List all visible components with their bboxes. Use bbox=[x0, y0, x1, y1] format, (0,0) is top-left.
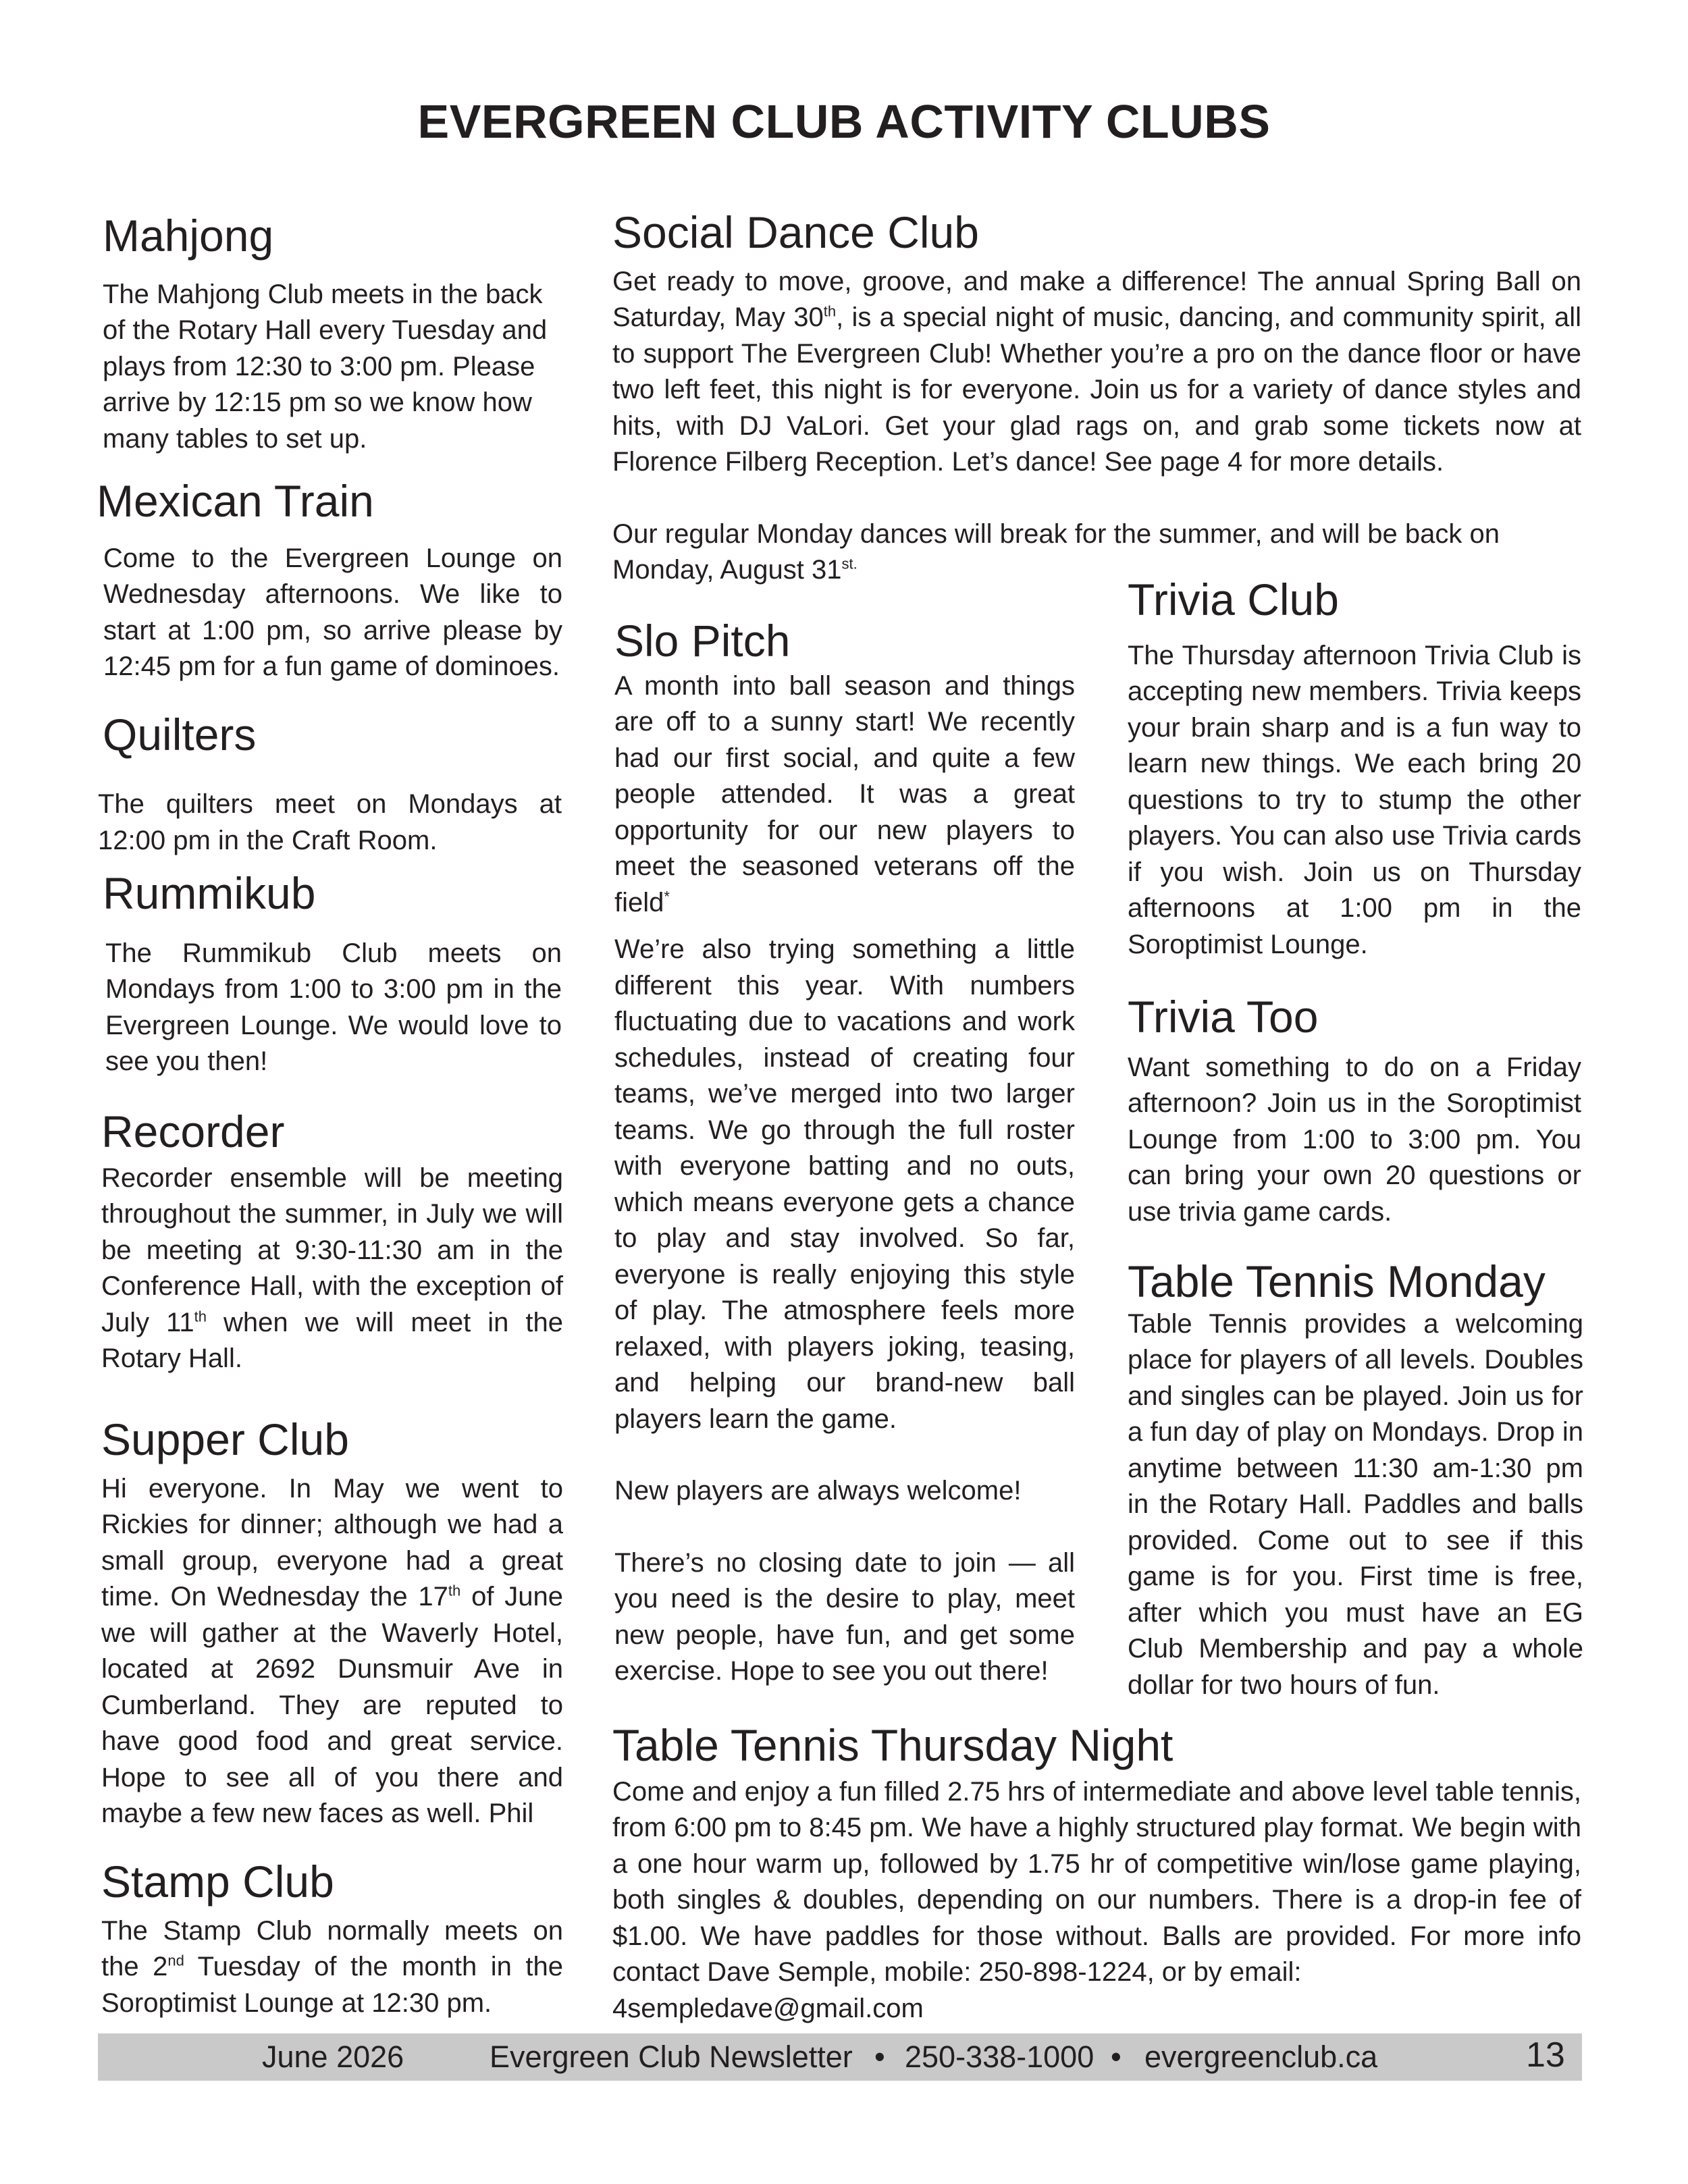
social-dance-text-1: Get ready to move, groove, and make a difference! The annual Spring Ball on Saturday, May 30th, is a special night of music, dancing, and community spirit, all to support The Evergreen Club! Whether you’re a pro on the dance floor or have two left feet, this night is for everyone. Join us for a variety of dance styles and hits, with DJ VaLori. Get your glad rags on, and grab some tickets now at Florence Filberg Reception. Let’s dance! See page 4 for more details. bbox=[612, 266, 1581, 477]
footer-bullet: • bbox=[1111, 2040, 1122, 2074]
page-number: 13 bbox=[1526, 2035, 1565, 2075]
page-footer bbox=[98, 2033, 1582, 2081]
section-slo-pitch bbox=[614, 616, 1075, 1690]
rummikub-heading: Rummikub bbox=[103, 868, 316, 918]
section-trivia-club bbox=[1128, 575, 1581, 963]
contact-email: 4sempledave@gmail.com bbox=[612, 1993, 924, 2023]
footer-website: evergreenclub.ca bbox=[1144, 2040, 1378, 2074]
footer-bullet: • bbox=[874, 2040, 885, 2074]
section-quilters bbox=[103, 710, 562, 760]
table-tennis-monday-heading: Table Tennis Monday bbox=[1128, 1256, 1546, 1306]
table-tennis-thursday-heading: Table Tennis Thursday Night bbox=[612, 1720, 1173, 1770]
social-dance-text-2: Our regular Monday dances will break for the summer, and will be back on Monday, August $31^{st.}$ bbox=[612, 518, 1500, 585]
slo-pitch-text-2: We’re also trying something a little different this year. With numbers fluctuating due to vacations and work schedules, instead of creating four teams, we’ve merged into two larger teams. We go through the full roster with everyone batting and no outs, which means everyone gets a chance to play and stay involved. So far, everyone is really enjoying this style of play. The atmosphere feels more relaxed, with players joking, teasing, and helping our brand-new ball players learn the game. bbox=[614, 934, 1075, 1434]
slo-pitch-text-3: New players are always welcome! bbox=[614, 1476, 1022, 1506]
section-table-tennis-thursday bbox=[612, 1721, 1581, 2027]
footer-phone: 250-338-1000 bbox=[905, 2040, 1094, 2074]
mahjong-heading: Mahjong bbox=[103, 211, 274, 261]
slo-pitch-text-4: There’s no closing date to join — all you need is the desire to play, meet new people, have fun, and get some exercise. Hope to see you out there! bbox=[614, 1547, 1075, 1686]
recorder-heading: Recorder bbox=[101, 1107, 285, 1156]
footer-publication: Evergreen Club Newsletter bbox=[490, 2040, 853, 2074]
trivia-club-text: The Thursday afternoon Trivia Club is accepting new members. Trivia keeps your brain sharp and is a fun way to learn new things. We each bring 20 questions to try to stump the other players. You can also use Trivia cards if you wish. Join us on Thursday afternoons at 1:00 pm in the Soroptimist Lounge. bbox=[1128, 640, 1581, 959]
section-trivia-too bbox=[1128, 992, 1581, 1230]
trivia-too-heading: Trivia Too bbox=[1128, 992, 1319, 1042]
rummikub-text: The Rummikub Club meets on Mondays from 1:00 to 3:00 pm in the Evergreen Lounge. We would love to see you then! bbox=[105, 938, 562, 1077]
supper-club-heading: Supper Club bbox=[101, 1414, 349, 1464]
section-supper-club bbox=[101, 1415, 563, 1832]
recorder-text: Recorder ensemble will be meeting throughout the summer, in July we will be meeting at 9:30-11:30 am in the Conference Hall, with the exception of July 11th when we will meet in the Rotary Hall. bbox=[101, 1163, 563, 1374]
mahjong-text: The Mahjong Club meets in the back of the Rotary Hall every Tuesday and plays from 12:30 to 3:00 pm. Please arrive by 12:15 pm so we know how many tables to set up. bbox=[103, 279, 548, 454]
section-mahjong bbox=[103, 211, 559, 457]
quilters-text: The quilters meet on Mondays at 12:00 pm in the Craft Room. bbox=[98, 789, 562, 855]
stamp-club-text: The Stamp Club normally meets on the 2nd Tuesday of the month in the Soroptimist Lounge at 12:30 pm. bbox=[101, 1915, 564, 2018]
mexican-train-heading: Mexican Train bbox=[97, 476, 374, 526]
section-stamp-club bbox=[101, 1857, 563, 2021]
trivia-too-text: Want something to do on a Friday afternoon? Join us in the Soroptimist Lounge from 1:00 to 3:00 pm. You can bring your own 20 questions or use trivia game cards. bbox=[1128, 1052, 1581, 1227]
slo-pitch-text-1: A month into ball season and things are off to a sunny start! We recently had our first social, and quite a few people attended. It was a great opportunity for our new players to meet the seasoned veterans off the field* bbox=[614, 670, 1075, 917]
table-tennis-thursday-text: Come and enjoy a fun filled 2.75 hrs of intermediate and above level table tennis, from 6:00 pm to 8:45 pm. We have a highly structured play format. We begin with a one hour warm up, followed by 1.75 hr of competitive win/lose game playing, both singles & doubles, depending on our numbers. There is a drop-in fee of $1.00. We have paddles for those without. Balls are provided. For more info contact Dave Semple, mobile: 250-898-1224, or by email: bbox=[612, 1776, 1581, 1988]
slo-pitch-heading: Slo Pitch bbox=[614, 616, 791, 666]
trivia-club-heading: Trivia Club bbox=[1128, 575, 1339, 624]
social-dance-heading: Social Dance Club bbox=[612, 207, 979, 257]
table-tennis-monday-text: Table Tennis provides a welcoming place for players of all levels. Doubles and singles can be played. Join us for a fun day of play on Mondays. Drop in anytime between 11:30 am-1:30 pm in the Rotary Hall. Paddles and balls provided. Come out to see if this game is for you. First time is free, after which you must have an EG Club Membership and pay a whole dollar for two hours of fun. bbox=[1128, 1308, 1583, 1700]
quilters-heading: Quilters bbox=[103, 710, 257, 760]
section-rummikub bbox=[103, 869, 562, 1080]
supper-club-text: Hi everyone. In May we went to Rickies for dinner; although we had a small group, everyone had a great time. On Wednesday the 17th of June we will gather at the Waverly Hotel, located at 2692 Dunsmuir Ave in Cumberland. They are reputed to have good food and great service. Hope to see all of you there and maybe a few new faces as well. Phil bbox=[101, 1473, 563, 1829]
stamp-club-heading: Stamp Club bbox=[101, 1857, 334, 1907]
section-social-dance bbox=[612, 208, 1581, 589]
footer-date: June 2026 bbox=[262, 2040, 404, 2074]
page-title: EVERGREEN CLUB ACTIVITY CLUBS bbox=[417, 95, 1271, 148]
section-recorder bbox=[101, 1107, 563, 1377]
mexican-train-text: Come to the Evergreen Lounge on Wednesday afternoons. We like to start at 1:00 pm, so arrive please by 12:45 pm for a fun game of dominoes. bbox=[103, 543, 562, 682]
section-mexican-train bbox=[97, 477, 562, 685]
section-table-tennis-monday bbox=[1128, 1257, 1583, 1703]
